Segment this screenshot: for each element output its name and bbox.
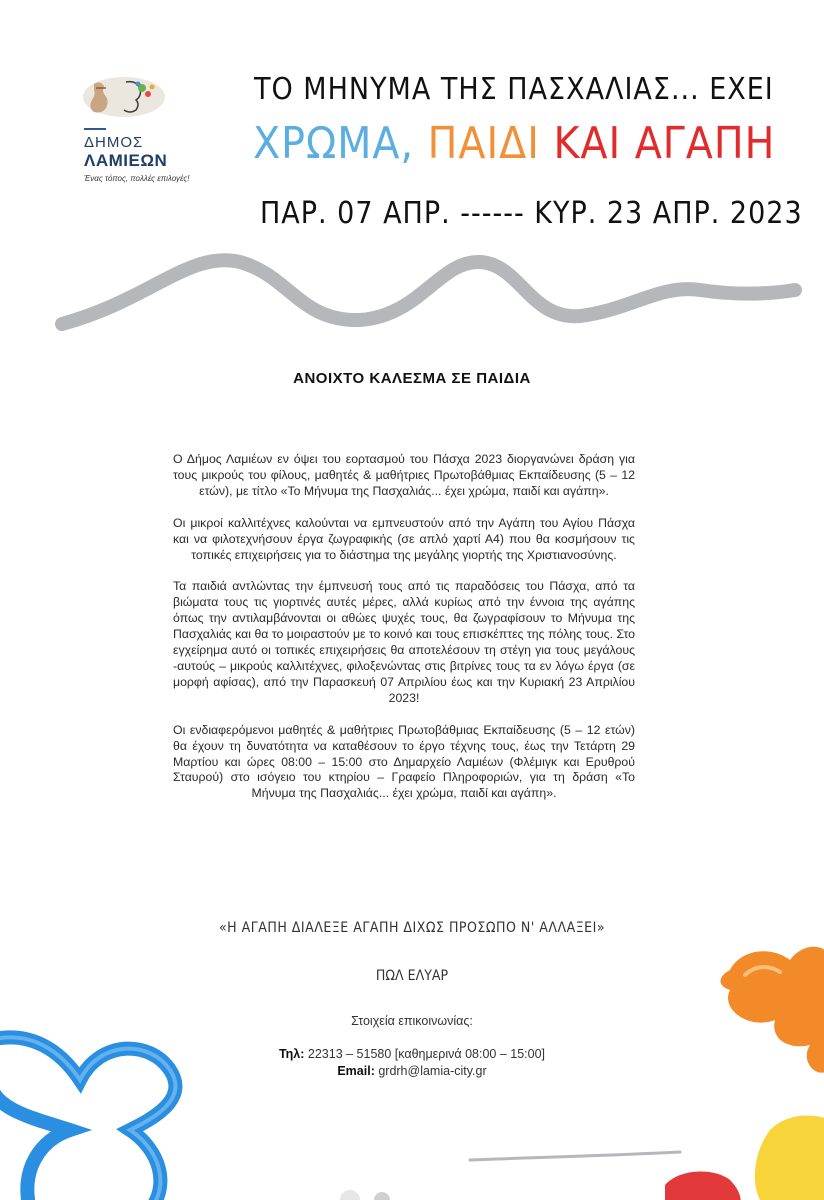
headline-word-kai-agapi: ΚΑΙ ΑΓΑΠΗ xyxy=(553,118,776,169)
headline-line1: ΤΟ ΜΗΝΥΜΑ ΤΗΣ ΠΑΣΧΑΛΙΑΣ... ΕΧΕΙ xyxy=(254,72,774,107)
contact-phone xyxy=(0,1046,824,1063)
paragraph: Ο Δήμος Λαμιέων εν όψει του εορτασμού του Πάσχα 2023 διοργανώνει δράση για τους μικρούς του φίλους, μαθητές & μαθήτριες Πρωτοβάθμιας Εκπαίδευσης (5 – 12 ετών), με τίτλο «Το Μήνυμα της Πασχαλιάς... έχει χρώμα, παιδί και αγάπη». xyxy=(173,452,635,498)
paragraph: Οι ενδιαφερόμενοι μαθητές & μαθήτριες Πρωτοβάθμιας Εκπαίδευσης (5 – 12 ετών) θα έχουν τη δυνατότητα να καταθέσουν το έργο τέχνης τους, έως την Τετάρτη 29 Μαρτίου και ώρες 08:00 – 15:00 στο Δημαρχείο Λαμιέων (Φλέμιγκ και Ερυθρού Σταυρού) στο ισόγειο του κτηρίου – Γραφείο Πληροφοριών, για τη δράση «Το Μήνυμα της Πασχαλιάς... έχει χρώμα, παιδί και αγάπη». xyxy=(173,722,635,801)
phone-value[interactable]: 22313 – 51580 [καθημερινά 08:00 – 15:00] xyxy=(304,1047,546,1061)
contact-info xyxy=(0,1046,824,1080)
call-title: ΑΝΟΙΧΤΟ ΚΑΛΕΣΜΑ ΣΕ ΠΑΙΔΙΑ xyxy=(293,370,531,387)
logo-emblem-icon xyxy=(82,76,166,118)
headline-word-chroma: ΧΡΩΜΑ, xyxy=(253,118,415,169)
headline-word-paidi: ΠΑΙΔΙ xyxy=(427,118,540,169)
email-value[interactable]: grdrh@lamia-city.gr xyxy=(374,1064,487,1078)
headline-dates: ΠΑΡ. 07 ΑΠΡ. ------ ΚΥΡ. 23 ΑΠΡ. 2023 xyxy=(260,196,803,231)
email-label: Email: xyxy=(337,1064,375,1078)
paragraph: Τα παιδιά αντλώντας την έμπνευσή τους από τις παραδόσεις του Πάσχα, από τα βιώματα τους τις γιορτινές αυτές μέρες, αλλά κυρίως από την έννοια της αγάπης όπως την αντιλαμβάνονται οι αθώες ψυχές τους, θα ζωγραφίσουν το Μήνυμα της Πασχαλιάς και θα το μοιραστούν με το κοινό και τους επισκέπτες της πόλης τους. Στο εγχείρημα αυτό οι τοπικές επιχειρήσεις θα αποτελέσουν τη στέγη για τους μεγάλους -αυτούς – μικρούς καλλιτέχνες, φιλοξενώντας στις βιτρίνες τους τα εν λόγω έργα (σε μορφή αφίσας), από την Παρασκευή 07 Απριλίου έως και την Κυριακή 23 Απριλίου 2023! xyxy=(173,579,635,705)
paragraph: Οι μικροί καλλιτέχνες καλούνται να εμπνευστούν από την Αγάπη του Αγίου Πάσχα και να φιλοτεχνήσουν έργα ζωγραφικής (σε απλό χαρτί Α4) που θα κοσμήσουν τις τοπικές επιχειρήσεις για το διάστημα της μεγάλης γιορτής της Χριστιανοσύνης. xyxy=(173,515,635,562)
quote-author: ΠΩΛ ΕΛΥΑΡ xyxy=(375,968,449,984)
municipality-logo xyxy=(82,76,202,183)
announcement-body xyxy=(173,452,635,818)
logo-divider xyxy=(84,128,106,130)
headline-line2 xyxy=(253,118,775,169)
yellow-blob-icon xyxy=(755,1116,824,1200)
decorative-wave xyxy=(0,240,824,340)
red-blob-icon xyxy=(665,1172,741,1200)
logo-slogan: Ένας τόπος, πολλές επιλογές! xyxy=(84,174,190,183)
quote: «Η ΑΓΑΠΗ ΔΙΑΛΕΞΕ ΑΓΑΠΗ ΔΙΧΩΣ ΠΡΟΣΩΠΟ Ν' ΑΛΛΑΞΕΙ» xyxy=(218,920,606,936)
phone-label: Τηλ: xyxy=(278,1047,305,1061)
logo-name-line1: ΔΗΜΟΣ xyxy=(84,134,144,151)
contact-title: Στοιχεία επικοινωνίας: xyxy=(351,1014,473,1028)
contact-email xyxy=(0,1063,824,1080)
logo-name-line2: ΛΑΜΙΕΩΝ xyxy=(84,151,168,170)
